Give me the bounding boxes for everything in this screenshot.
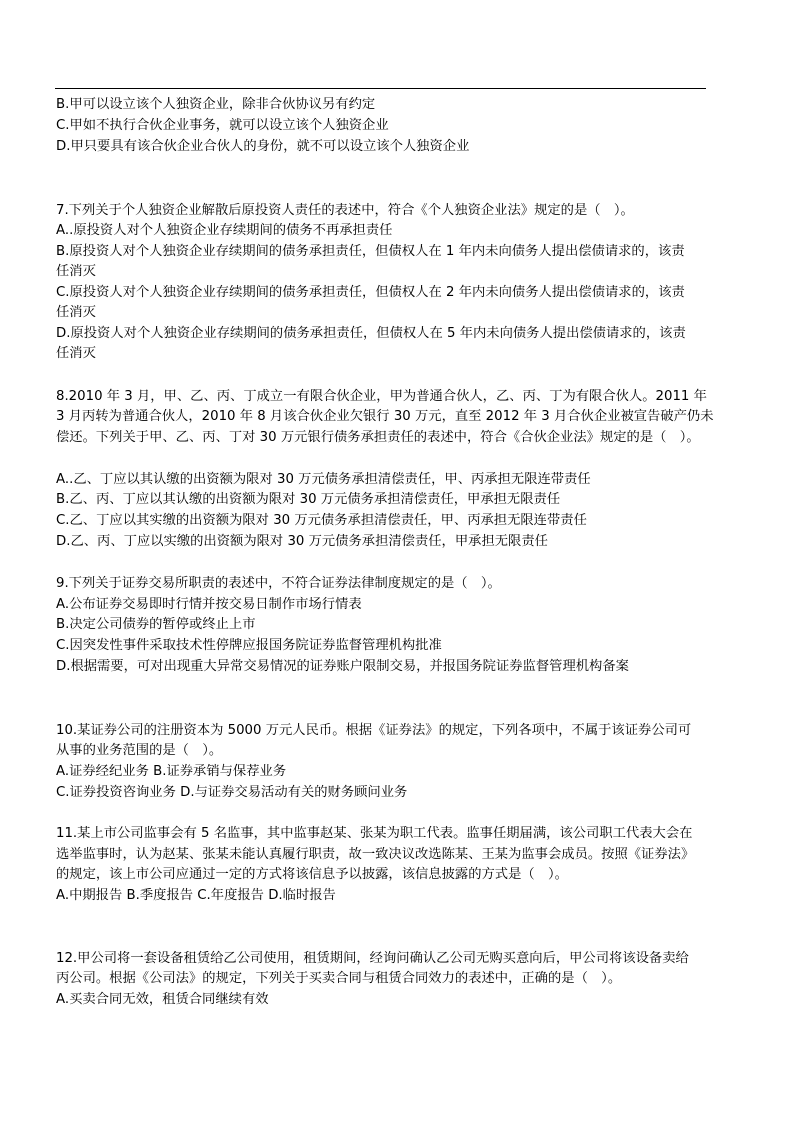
option-d-cont: 任消灭 [56, 346, 96, 361]
option-c: C.因突发性事件采取技术性停牌应报国务院证券监督管理机构批准 [56, 638, 442, 653]
option-c: C.甲如不执行合伙企业事务，就可以设立该个人独资企业 [56, 118, 389, 133]
question-stem: 选举监事时，认为赵某、张某未能认真履行职责，故一致决议改选陈某、王某为监事会成员。按照《证券法》 [56, 847, 695, 862]
option-c: C.乙、丁应以其实缴的出资额为限对 30 万元债务承担清偿责任，甲、丙承担无限连带责任 [56, 513, 587, 528]
option-a: A.公布证券交易即时行情并按交易日制作市场行情表 [56, 597, 362, 612]
question-stem: 丙公司。根据《公司法》的规定，下列关于买卖合同与租赁合同效力的表述中，正确的是（ ）。 [56, 971, 622, 986]
option-c-cont: 任消灭 [56, 305, 96, 320]
header-rule [55, 88, 706, 89]
question-stem: 偿还。下列关于甲、乙、丙、丁对 30 万元银行债务承担责任的表述中，符合《合伙企业法》规定的是（ ）。 [56, 430, 700, 445]
option-b: B.甲可以设立该个人独资企业，除非合伙协议另有约定 [56, 97, 376, 112]
option-d: D.甲只要具有该合伙企业合伙人的身份，就不可以设立该个人独资企业 [56, 139, 470, 154]
question-stem: 的规定，该上市公司应通过一定的方式将该信息予以披露，该信息披露的方式是（ ）。 [56, 867, 568, 882]
question-stem: 9.下列关于证券交易所职责的表述中，不符合证券法律制度规定的是（ ）。 [56, 576, 501, 591]
options-ab: A.证券经纪业务 B.证券承销与保荐业务 [56, 764, 287, 779]
question-stem: 从事的业务范围的是（ ）。 [56, 743, 223, 758]
option-a: A.买卖合同无效，租赁合同继续有效 [56, 992, 269, 1007]
option-b: B.乙、丙、丁应以其认缴的出资额为限对 30 万元债务承担清偿责任，甲承担无限责任 [56, 492, 561, 507]
option-d: D.原投资人对个人独资企业存续期间的债务承担责任，但债权人在 5 年内未向债务人提出偿债请求的，该责 [56, 326, 686, 341]
option-a: A..原投资人对个人独资企业存续期间的债务不再承担责任 [56, 223, 393, 238]
question-stem: 8.2010 年 3 月，甲、乙、丙、丁成立一有限合伙企业，甲为普通合伙人，乙、丙、丁为有限合伙人。2011 年 [56, 389, 707, 404]
option-c: C.原投资人对个人独资企业存续期间的债务承担责任，但债权人在 2 年内未向债务人提出偿债请求的，该责 [56, 285, 685, 300]
option-d: D.乙、丙、丁应以实缴的出资额为限对 30 万元债务承担清偿责任，甲承担无限责任 [56, 534, 548, 549]
option-d: D.根据需要，可对出现重大异常交易情况的证券账户限制交易，并报国务院证券监督管理机构备案 [56, 659, 629, 674]
question-stem: 7.下列关于个人独资企业解散后原投资人责任的表述中，符合《个人独资企业法》规定的是（ ）。 [56, 203, 634, 218]
option-b-cont: 任消灭 [56, 264, 96, 279]
option-b: B.原投资人对个人独资企业存续期间的债务承担责任，但债权人在 1 年内未向债务人提出偿债请求的，该责 [56, 244, 685, 259]
option-a: A..乙、丁应以其认缴的出资额为限对 30 万元债务承担清偿责任，甲、丙承担无限连带责任 [56, 472, 591, 487]
question-stem: 3 月丙转为普通合伙人，2010 年 8 月该合伙企业欠银行 30 万元，直至 2012 年 3 月合伙企业被宣告破产仍未 [56, 409, 714, 424]
question-stem: 10.某证券公司的注册资本为 5000 万元人民币。根据《证券法》的规定，下列各项中，不属于该证券公司可 [56, 723, 692, 738]
option-b: B.决定公司债券的暂停或终止上市 [56, 617, 256, 632]
question-stem: 11.某上市公司监事会有 5 名监事，其中监事赵某、张某为职工代表。监事任期届满，该公司职工代表大会在 [56, 826, 693, 841]
options: A.中期报告 B.季度报告 C.年度报告 D.临时报告 [56, 888, 336, 903]
options-cd: C.证券投资咨询业务 D.与证券交易活动有关的财务顾问业务 [56, 785, 408, 800]
question-stem: 12.甲公司将一套设备租赁给乙公司使用，租赁期间，经询问确认乙公司无购买意向后，甲公司将该设备卖给 [56, 951, 689, 966]
